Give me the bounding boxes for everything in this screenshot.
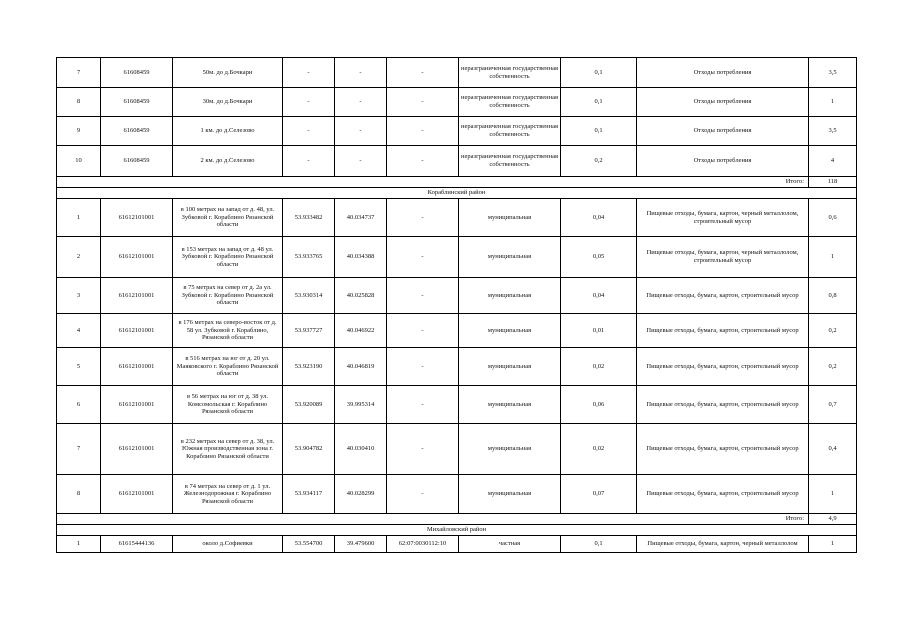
ownership-cell: муниципальная — [459, 348, 561, 386]
cadastral-cell: - — [387, 237, 459, 278]
oktmo-code: 61612101001 — [101, 475, 173, 514]
waste-sites-table — [56, 57, 857, 553]
volume-cell: 1 — [809, 88, 857, 117]
oktmo-code: 61608459 — [101, 88, 173, 117]
longitude-cell: 40.034388 — [335, 237, 387, 278]
area-cell: 0,1 — [561, 536, 637, 553]
location-cell: в 516 метрах на юг от д. 20 ул. Маяковского г. Кораблино Рязанской области — [173, 348, 283, 386]
volume-cell: 0,2 — [809, 348, 857, 386]
row-number: 1 — [57, 199, 101, 237]
waste-type-cell: Отходы потребления — [637, 146, 809, 177]
location-cell: в 75 метрах на север от д. 2а ул. Зубковой г. Кораблино Рязанской области — [173, 278, 283, 314]
ownership-cell: муниципальная — [459, 237, 561, 278]
ownership-cell: неразграниченная государственная собственность — [459, 88, 561, 117]
ownership-cell: неразграниченная государственная собственность — [459, 117, 561, 146]
location-cell: 1 км. до д.Селезово — [173, 117, 283, 146]
oktmo-code: 61612101001 — [101, 348, 173, 386]
latitude-cell: - — [283, 146, 335, 177]
total-label: Итого: — [57, 177, 809, 188]
table-row — [57, 314, 857, 348]
ownership-cell: муниципальная — [459, 475, 561, 514]
area-cell: 0,1 — [561, 88, 637, 117]
ownership-cell: частная — [459, 536, 561, 553]
volume-cell: 3,5 — [809, 58, 857, 88]
row-number: 2 — [57, 237, 101, 278]
total-row — [57, 177, 857, 188]
latitude-cell: 53.937727 — [283, 314, 335, 348]
cadastral-cell: - — [387, 146, 459, 177]
table-row — [57, 348, 857, 386]
row-number: 6 — [57, 386, 101, 424]
volume-cell: 0,8 — [809, 278, 857, 314]
row-number: 4 — [57, 314, 101, 348]
ownership-cell: муниципальная — [459, 314, 561, 348]
table-row — [57, 199, 857, 237]
cadastral-cell: - — [387, 58, 459, 88]
oktmo-code: 61608459 — [101, 117, 173, 146]
row-number: 9 — [57, 117, 101, 146]
cadastral-cell: - — [387, 424, 459, 475]
area-cell: 0,07 — [561, 475, 637, 514]
oktmo-code: 61612101001 — [101, 386, 173, 424]
table-row — [57, 58, 857, 88]
volume-cell: 0,2 — [809, 314, 857, 348]
district-title: Кораблинский район — [57, 188, 857, 199]
cadastral-cell: 62:07:0030112:10 — [387, 536, 459, 553]
oktmo-code: 61612101001 — [101, 237, 173, 278]
row-number: 7 — [57, 424, 101, 475]
waste-type-cell: Пищевые отходы, бумага, картон, строительный мусор — [637, 424, 809, 475]
area-cell: 0,01 — [561, 314, 637, 348]
waste-type-cell: Пищевые отходы, бумага, картон, строительный мусор — [637, 314, 809, 348]
volume-cell: 0,4 — [809, 424, 857, 475]
longitude-cell: 40.034737 — [335, 199, 387, 237]
table-row — [57, 386, 857, 424]
longitude-cell: - — [335, 117, 387, 146]
area-cell: 0,1 — [561, 117, 637, 146]
waste-type-cell: Пищевые отходы, бумага, картон, черный металлолом, строительный мусор — [637, 199, 809, 237]
latitude-cell: 53.920089 — [283, 386, 335, 424]
cadastral-cell: - — [387, 117, 459, 146]
location-cell: в 56 метрах на юг от д. 38 ул. Комсомольская г. Кораблино Рязанской области — [173, 386, 283, 424]
waste-type-cell: Пищевые отходы, бумага, картон, черный металлолом, строительный мусор — [637, 237, 809, 278]
volume-cell: 0,6 — [809, 199, 857, 237]
oktmo-code: 61612101001 — [101, 278, 173, 314]
waste-type-cell: Отходы потребления — [637, 88, 809, 117]
oktmo-code: 61615444136 — [101, 536, 173, 553]
cadastral-cell: - — [387, 88, 459, 117]
location-cell: в 176 метрах на северо-восток от д. 58 ул. Зубковой г. Кораблино, Рязанской области — [173, 314, 283, 348]
longitude-cell: - — [335, 146, 387, 177]
row-number: 7 — [57, 58, 101, 88]
location-cell: в 74 метрах на север от д. 1 ул. Железнодорожная г. Кораблино Рязанской области — [173, 475, 283, 514]
row-number: 8 — [57, 88, 101, 117]
area-cell: 0,04 — [561, 278, 637, 314]
waste-type-cell: Отходы потребления — [637, 58, 809, 88]
registry-table-sheet — [56, 57, 856, 553]
total-row — [57, 514, 857, 525]
waste-type-cell: Пищевые отходы, бумага, картон, черный металлолом — [637, 536, 809, 553]
location-cell: в 100 метрах на запад от д. 48, ул. Зубковой г. Кораблино Рязанской области — [173, 199, 283, 237]
longitude-cell: 40.025828 — [335, 278, 387, 314]
district-header-row — [57, 188, 857, 199]
waste-type-cell: Пищевые отходы, бумага, картон, строительный мусор — [637, 278, 809, 314]
oktmo-code: 61612101001 — [101, 314, 173, 348]
area-cell: 0,04 — [561, 199, 637, 237]
latitude-cell: 53.923190 — [283, 348, 335, 386]
cadastral-cell: - — [387, 278, 459, 314]
waste-type-cell: Пищевые отходы, бумага, картон, строительный мусор — [637, 348, 809, 386]
area-cell: 0,06 — [561, 386, 637, 424]
volume-cell: 0,7 — [809, 386, 857, 424]
total-label: Итого: — [57, 514, 809, 525]
location-cell: в 153 метрах на запад от д. 48 ул. Зубковой г. Кораблино Рязанской области — [173, 237, 283, 278]
cadastral-cell: - — [387, 199, 459, 237]
oktmo-code: 61612101001 — [101, 424, 173, 475]
latitude-cell: - — [283, 117, 335, 146]
latitude-cell: 53.904782 — [283, 424, 335, 475]
volume-cell: 1 — [809, 237, 857, 278]
location-cell: 2 км. до д.Селезово — [173, 146, 283, 177]
longitude-cell: - — [335, 88, 387, 117]
latitude-cell: - — [283, 88, 335, 117]
longitude-cell: 39.479600 — [335, 536, 387, 553]
volume-cell: 1 — [809, 536, 857, 553]
latitude-cell: - — [283, 58, 335, 88]
volume-cell: 3,5 — [809, 117, 857, 146]
latitude-cell: 53.934117 — [283, 475, 335, 514]
location-cell: в 232 метрах на север от д. 38, ул. Южная производственная зона г. Кораблино Рязанской области — [173, 424, 283, 475]
waste-type-cell: Пищевые отходы, бумага, картон, строительный мусор — [637, 386, 809, 424]
row-number: 10 — [57, 146, 101, 177]
table-row — [57, 424, 857, 475]
longitude-cell: - — [335, 58, 387, 88]
latitude-cell: 53.554700 — [283, 536, 335, 553]
longitude-cell: 40.028299 — [335, 475, 387, 514]
table-row — [57, 117, 857, 146]
longitude-cell: 40.046922 — [335, 314, 387, 348]
latitude-cell: 53.933765 — [283, 237, 335, 278]
cadastral-cell: - — [387, 386, 459, 424]
ownership-cell: муниципальная — [459, 424, 561, 475]
ownership-cell: неразграниченная государственная собственность — [459, 146, 561, 177]
longitude-cell: 40.046819 — [335, 348, 387, 386]
total-value: 118 — [809, 177, 857, 188]
longitude-cell: 40.030410 — [335, 424, 387, 475]
volume-cell: 1 — [809, 475, 857, 514]
table-row — [57, 146, 857, 177]
waste-type-cell: Пищевые отходы, бумага, картон, строительный мусор — [637, 475, 809, 514]
oktmo-code: 61608459 — [101, 146, 173, 177]
latitude-cell: 53.930314 — [283, 278, 335, 314]
oktmo-code: 61612101001 — [101, 199, 173, 237]
district-header-row — [57, 525, 857, 536]
cadastral-cell: - — [387, 314, 459, 348]
row-number: 3 — [57, 278, 101, 314]
row-number: 8 — [57, 475, 101, 514]
area-cell: 0,2 — [561, 146, 637, 177]
ownership-cell: муниципальная — [459, 386, 561, 424]
oktmo-code: 61608459 — [101, 58, 173, 88]
table-row — [57, 536, 857, 553]
waste-type-cell: Отходы потребления — [637, 117, 809, 146]
cadastral-cell: - — [387, 348, 459, 386]
longitude-cell: 39.995314 — [335, 386, 387, 424]
total-value: 4,9 — [809, 514, 857, 525]
area-cell: 0,02 — [561, 348, 637, 386]
district-title: Михайловский район — [57, 525, 857, 536]
latitude-cell: 53.933482 — [283, 199, 335, 237]
area-cell: 0,1 — [561, 58, 637, 88]
row-number: 1 — [57, 536, 101, 553]
table-row — [57, 278, 857, 314]
location-cell: 50м. до д.Бочкари — [173, 58, 283, 88]
area-cell: 0,02 — [561, 424, 637, 475]
ownership-cell: муниципальная — [459, 199, 561, 237]
location-cell: около д.Софиевки — [173, 536, 283, 553]
area-cell: 0,05 — [561, 237, 637, 278]
ownership-cell: неразграниченная государственная собственность — [459, 58, 561, 88]
table-row — [57, 475, 857, 514]
cadastral-cell: - — [387, 475, 459, 514]
table-row — [57, 88, 857, 117]
volume-cell: 4 — [809, 146, 857, 177]
location-cell: 30м. до д.Бочкари — [173, 88, 283, 117]
table-row — [57, 237, 857, 278]
row-number: 5 — [57, 348, 101, 386]
ownership-cell: муниципальная — [459, 278, 561, 314]
